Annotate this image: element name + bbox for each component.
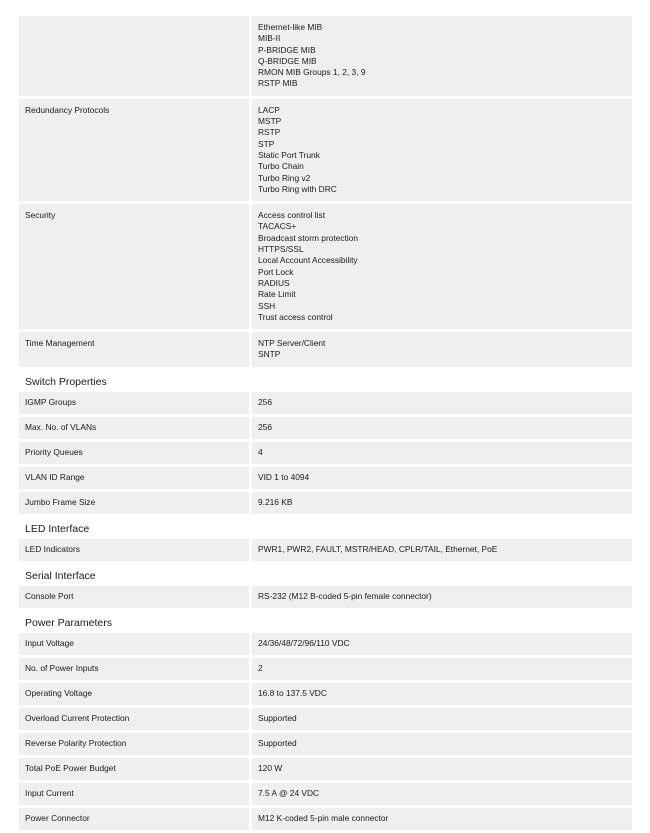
spec-value: 2 [252,658,632,680]
spec-row [19,539,632,561]
spec-label: Redundancy Protocols [19,99,249,201]
spec-value: RS-232 (M12 B-coded 5-pin female connector) [252,586,632,608]
spec-value-item: RSTP [258,127,281,138]
spec-label: Priority Queues [19,442,249,464]
spec-value: 9.216 KB [252,492,632,514]
spec-label: Total PoE Power Budget [19,758,249,780]
spec-label: Operating Voltage [19,683,249,705]
spec-value-item: Turbo Chain [258,161,304,172]
spec-value-item: MSTP [258,116,282,127]
spec-label: Reverse Polarity Protection [19,733,249,755]
spec-label: Security [19,204,249,329]
spec-row [19,99,632,201]
spec-value-item: TACACS+ [258,221,297,232]
section-title: LED Interface [25,522,90,535]
spec-value-item: RSTP MIB [258,78,298,89]
spec-value-item: Turbo Ring with DRC [258,183,337,194]
spec-value-item: P-BRIDGE MIB [258,44,316,55]
spec-value-item: Port Lock [258,266,294,277]
spec-value: Supported [252,708,632,730]
spec-value-item: SNTP [258,349,281,360]
spec-label: Jumbo Frame Size [19,492,249,514]
spec-value-item: MIB-II [258,33,281,44]
spec-row [19,808,632,830]
spec-row [19,758,632,780]
spec-row [19,442,632,464]
spec-value-item: Access control list [258,210,326,221]
section-3 [19,611,632,830]
spec-value: VID 1 to 4094 [252,467,632,489]
spec-value: 120 W [252,758,632,780]
section-title: Serial Interface [25,569,96,582]
spec-row [19,204,632,329]
spec-value: 4 [252,442,632,464]
spec-value-item: Turbo Ring v2 [258,172,311,183]
spec-row [19,683,632,705]
spec-label: VLAN ID Range [19,467,249,489]
spec-value: Supported [252,733,632,755]
spec-value-item: Static Port Trunk [258,149,320,160]
spec-value: 7.5 A @ 24 VDC [252,783,632,805]
spec-row [19,332,632,367]
spec-row [19,783,632,805]
spec-label: Max. No. of VLANs [19,417,249,439]
spec-value-item: HTTPS/SSL [258,244,304,255]
spec-value-item: Rate Limit [258,289,296,300]
spec-label: IGMP Groups [19,392,249,414]
spec-value-item: RADIUS [258,277,290,288]
spec-sheet [19,16,632,833]
spec-value-item: Q-BRIDGE MIB [258,55,317,66]
spec-row [19,492,632,514]
spec-value-item: Local Account Accessibility [258,255,358,266]
spec-value: PWR1, PWR2, FAULT, MSTR/HEAD, CPLR/TAIL, Ethernet, PoE [252,539,632,561]
spec-value-item: Broadcast storm protection [258,232,359,243]
section-0 [19,370,632,514]
spec-row [19,658,632,680]
spec-label: Overload Current Protection [19,708,249,730]
spec-value-list [252,332,632,367]
spec-value-item: RMON MIB Groups 1, 2, 3, 9 [258,67,366,78]
spec-value-list [252,16,632,96]
spec-row [19,467,632,489]
spec-label: Input Current [19,783,249,805]
spec-value: 16.8 to 137.5 VDC [252,683,632,705]
section-1 [19,517,632,561]
spec-value-item: NTP Server/Client [258,338,326,349]
spec-row [19,586,632,608]
spec-value: M12 K-coded 5-pin male connector [252,808,632,830]
spec-label: Time Management [19,332,249,367]
spec-row [19,708,632,730]
spec-label: LED Indicators [19,539,249,561]
spec-value: 24/36/48/72/96/110 VDC [252,633,632,655]
spec-row [19,16,632,96]
spec-value: 256 [252,392,632,414]
spec-value-item: SSH [258,300,276,311]
section-title: Power Parameters [25,616,112,629]
spec-label: No. of Power Inputs [19,658,249,680]
spec-value-list [252,204,632,329]
spec-value-list [252,99,632,201]
section-title: Switch Properties [25,375,107,388]
spec-label: Power Connector [19,808,249,830]
section-2 [19,564,632,608]
spec-value-item: Trust access control [258,311,333,322]
spec-row [19,633,632,655]
spec-value-item: STP [258,138,275,149]
spec-value-item: LACP [258,104,280,115]
spec-label: Input Voltage [19,633,249,655]
spec-row [19,417,632,439]
spec-label: Console Port [19,586,249,608]
spec-value: 256 [252,417,632,439]
spec-row [19,392,632,414]
spec-label [19,16,249,96]
spec-value-item: Ethernet-like MIB [258,22,323,32]
spec-row [19,733,632,755]
